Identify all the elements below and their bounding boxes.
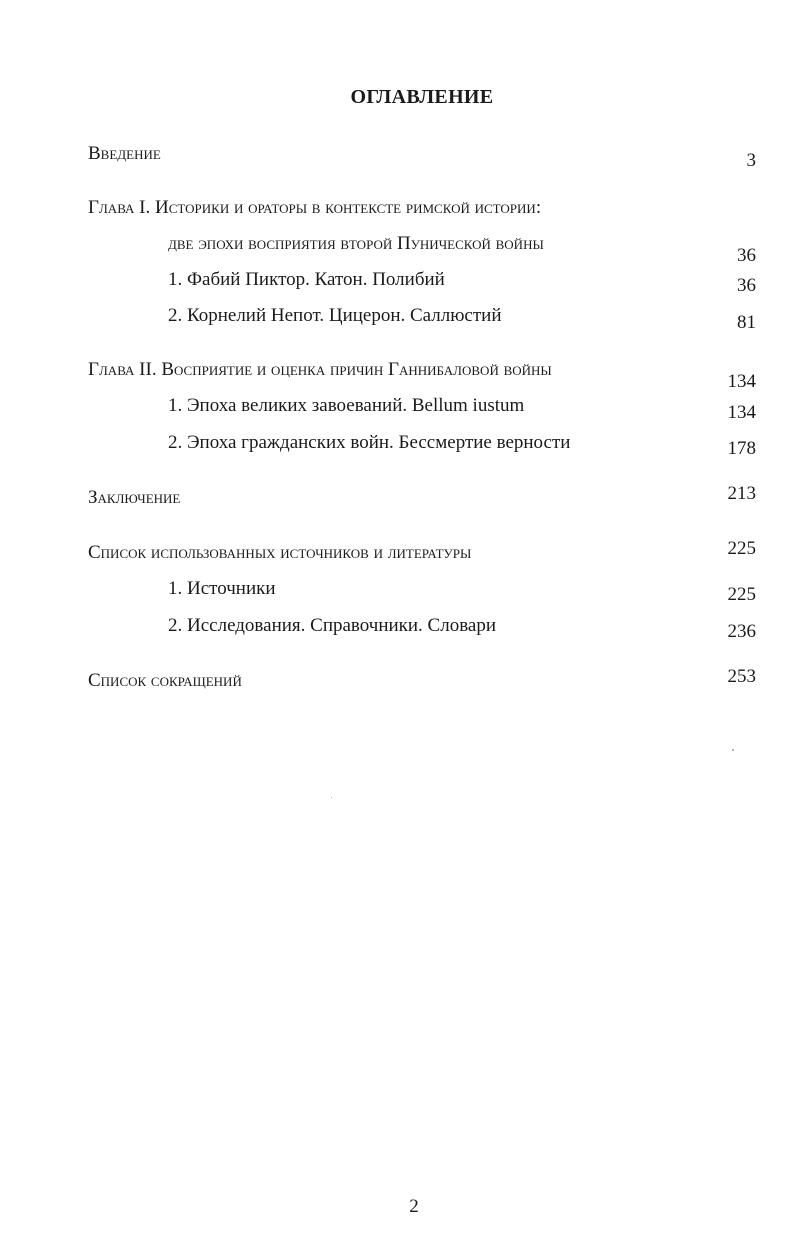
toc-page-section-2-2: 178 (727, 438, 756, 459)
toc-page-chapter-1: 36 (737, 245, 756, 266)
toc-page-sources: 225 (727, 584, 756, 605)
toc-page-section-2-1: 134 (727, 402, 756, 423)
toc-page-section-1-1: 36 (737, 275, 756, 296)
toc-page-bibliography: 225 (727, 538, 756, 559)
toc-page-conclusion: 213 (727, 483, 756, 504)
toc-entry-chapter-1-subtitle: две эпохи восприятия второй Пунической войны (168, 233, 544, 254)
toc-entry-introduction: Введение (88, 143, 161, 164)
scan-speck (732, 749, 734, 751)
scan-speck (331, 797, 332, 798)
toc-entry-conclusion: Заключение (88, 487, 181, 508)
toc-entry-abbreviations: Список сокращений (88, 670, 242, 691)
toc-page-abbreviations: 253 (727, 666, 756, 687)
toc-entry-sources: 1. Источники (168, 578, 276, 599)
toc-entry-chapter-2: Глава II. Восприятие и оценка причин Ганнибаловой войны (88, 359, 552, 380)
toc-entry-research: 2. Исследования. Справочники. Словари (168, 615, 497, 636)
toc-entry-section-2-1: 1. Эпоха великих завоеваний. Bellum iustum (168, 395, 525, 416)
toc-entry-section-2-2: 2. Эпоха гражданских войн. Бессмертие верности (168, 432, 571, 453)
toc-entry-chapter-1: Глава I. Историки и ораторы в контексте римской истории: (88, 197, 542, 218)
toc-entry-bibliography: Список использованных источников и литературы (88, 542, 472, 563)
page-number: 2 (409, 1196, 419, 1217)
toc-page-research: 236 (727, 621, 756, 642)
toc-page-chapter-2: 134 (727, 371, 756, 392)
toc-entry-section-1-2: 2. Корнелий Непот. Цицерон. Саллюстий (168, 305, 502, 326)
page-title: ОГЛАВЛЕНИЕ (350, 86, 494, 108)
toc-page-introduction: 3 (746, 150, 756, 171)
toc-entry-section-1-1: 1. Фабий Пиктор. Катон. Полибий (168, 269, 445, 290)
toc-page-section-1-2: 81 (737, 312, 756, 333)
